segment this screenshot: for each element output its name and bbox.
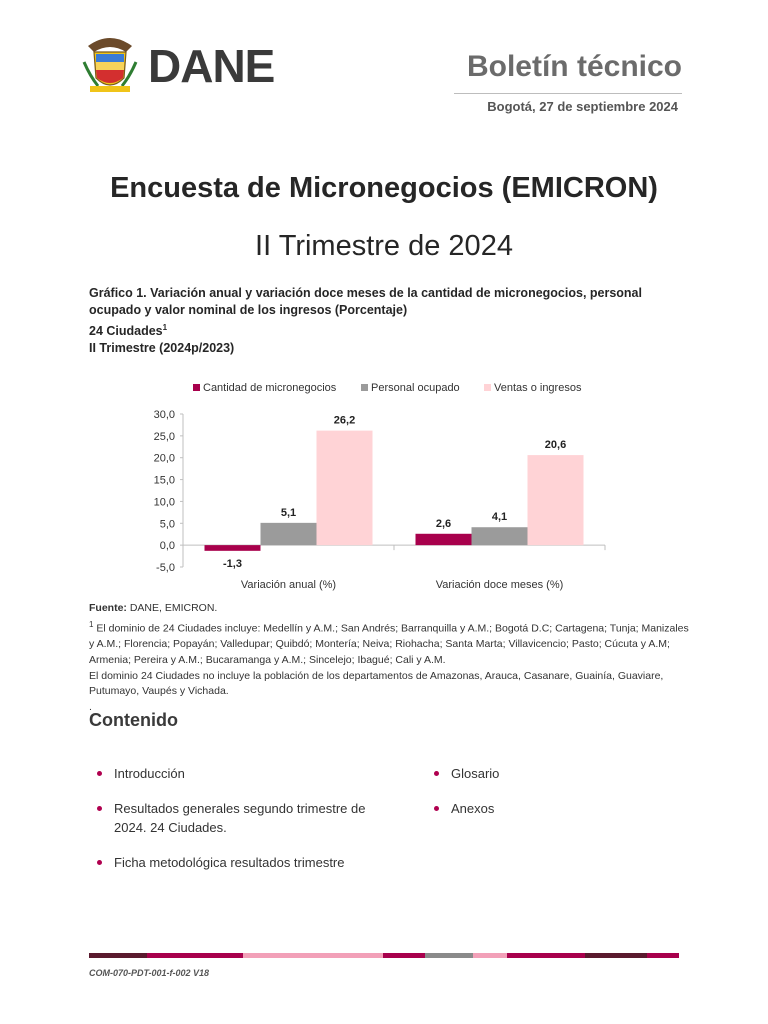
legend-label: Ventas o ingresos — [494, 382, 582, 394]
bar — [528, 455, 584, 545]
contents-list-right — [432, 764, 632, 834]
footer-bar-segment — [647, 953, 679, 958]
footer-bar-segment — [473, 953, 507, 958]
y-tick-label: 15,0 — [153, 474, 175, 487]
bar — [317, 431, 373, 546]
coat-of-arms-icon — [80, 32, 140, 98]
toc-item-introduccion[interactable]: Introducción — [95, 764, 395, 783]
document-type: Boletín técnico — [466, 50, 682, 83]
page-subtitle: II Trimestre de 2024 — [255, 230, 513, 262]
y-tick-label: -5,0 — [156, 562, 175, 574]
source-label: Fuente: — [89, 602, 127, 614]
org-wordmark: DANE — [148, 40, 275, 92]
bar — [205, 545, 261, 551]
data-label: 26,2 — [333, 414, 356, 427]
bar-chart — [89, 370, 689, 605]
contents-list-left — [95, 764, 395, 888]
data-label: 4,1 — [491, 511, 508, 524]
toc-item-ficha[interactable]: Ficha metodológica resultados trimestre — [95, 853, 395, 872]
y-tick-label: 0,0 — [159, 540, 175, 553]
footnote-2: El dominio 24 Ciudades no incluye la población de los departamentos de Amazonas, Arauca, Casanare, Guainía, Guaviare, Putumayo, Vaupés y Vichada. — [89, 669, 664, 698]
toc-item-glosario[interactable]: Glosario — [432, 764, 632, 783]
bar — [416, 534, 472, 545]
data-label: -1,3 — [223, 557, 242, 570]
page-title: Encuesta de Micronegocios (EMICRON) — [110, 172, 658, 204]
publication-date: Bogotá, 27 de septiembre 2024 — [487, 99, 678, 114]
data-label: 20,6 — [544, 439, 567, 452]
footnote-1 — [89, 617, 689, 669]
legend-swatch — [484, 384, 491, 391]
footer-bar-segment — [89, 953, 147, 958]
contents-heading: Contenido — [89, 710, 178, 730]
legend-label: Personal ocupado — [371, 382, 460, 394]
footer-bar-segment — [243, 953, 383, 958]
source-note — [89, 601, 689, 617]
y-tick-label: 20,0 — [153, 452, 175, 465]
footnote-ref: 1 — [162, 323, 168, 332]
x-tick-label: Variación doce meses (%) — [435, 579, 564, 591]
footer-bar-segment — [507, 953, 585, 958]
y-tick-label: 30,0 — [153, 409, 175, 421]
footer-bar-segment — [147, 953, 243, 958]
y-tick-label: 25,0 — [153, 430, 175, 443]
legend-swatch — [193, 384, 200, 391]
header-divider — [454, 93, 682, 94]
caption-line — [89, 319, 689, 340]
footnote-text: El dominio de 24 Ciudades incluye: Medellín y A.M.; San Andrés; Barranquilla y A.M.; Bogotá D.C; Cartagena; Tunja; Manizales y A.M.; Florencia; Popayán; Valledupar; Quibdó; Montería; Neiva; Riohacha; Santa Marta; Villavicencio; Pasto; Cúcuta y A.M; Armenia; Pereira y A.M.; Bucaramanga y A.M.; Sincelejo; Ibagué; Cali y A.M. — [89, 622, 689, 666]
y-tick-label: 5,0 — [159, 518, 175, 531]
figure-caption — [89, 285, 689, 357]
footer-color-bar — [89, 953, 679, 958]
bar — [261, 523, 317, 545]
footer-bar-segment — [585, 953, 647, 958]
data-label: 2,6 — [435, 517, 452, 530]
legend-swatch — [361, 384, 368, 391]
footnote-marker: 1 — [89, 619, 94, 629]
bar — [472, 527, 528, 545]
caption-line: II Trimestre (2024p/2023) — [89, 341, 235, 356]
legend-label: Cantidad de micronegocios — [203, 382, 337, 394]
footer-bar-segment — [383, 953, 425, 958]
source-text: DANE, EMICRON. — [126, 602, 218, 614]
footer-bar-segment — [425, 953, 473, 958]
data-label: 5,1 — [280, 506, 297, 519]
figure-notes — [89, 601, 689, 716]
x-tick-label: Variación anual (%) — [240, 579, 337, 591]
y-tick-label: 10,0 — [153, 496, 175, 509]
caption-line: Gráfico 1. Variación anual y variación doce meses de la cantidad de micronegocios, personal — [89, 286, 642, 300]
document-code: COM-070-PDT-001-f-002 V18 — [89, 968, 210, 978]
caption-domain: 24 Ciudades — [89, 324, 163, 339]
footnote-3: . — [89, 701, 92, 714]
toc-item-anexos[interactable]: Anexos — [432, 799, 632, 818]
toc-item-resultados[interactable]: Resultados generales segundo trimestre de 2024. 24 Ciudades. — [95, 799, 395, 837]
caption-line: ocupado y valor nominal de los ingresos (Porcentaje) — [89, 303, 408, 317]
